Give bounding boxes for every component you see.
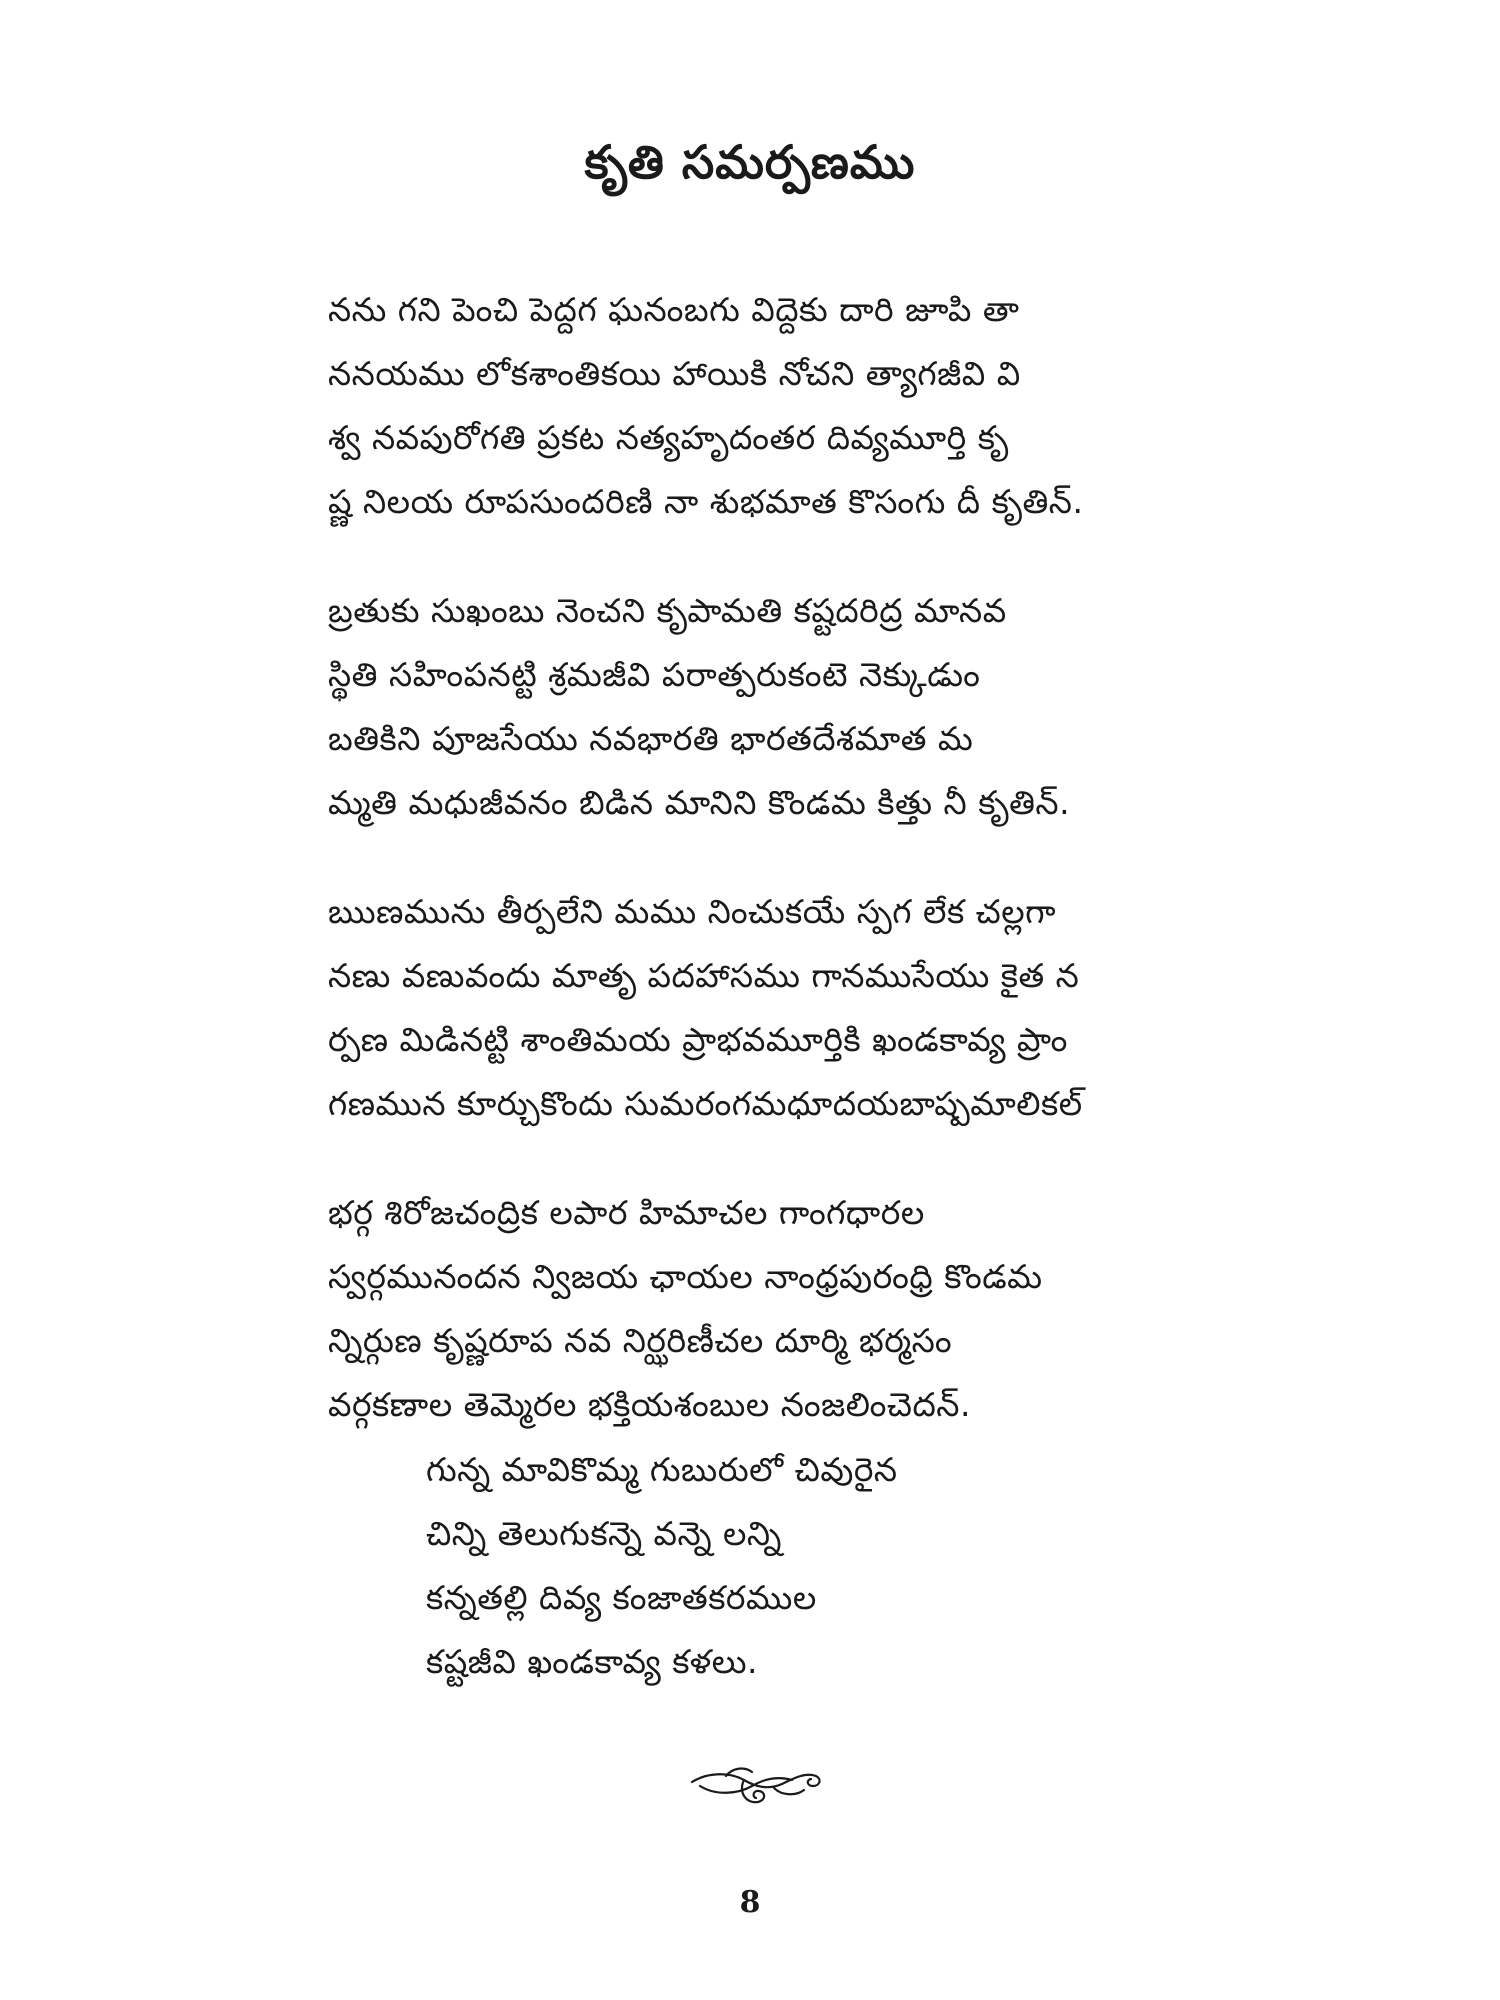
verse-line: నణు వణువందు మాతృ పదహాసము గానముసేయు కైత న	[328, 956, 1080, 995]
verse-line: మ్మతి మధుజీవనం బిడిన మానిని కొండమ కిత్తు నీ కృతిన్.	[328, 783, 1071, 822]
stanza-4	[328, 1181, 1228, 1437]
flourish-ornament-icon	[686, 1750, 826, 1820]
closing-line: కష్టజీవి ఖండకావ్య కళలు.	[426, 1642, 759, 1681]
verse-line: ర్పణ మిడినట్టి శాంతిమయ ప్రాభవమూర్తికి ఖండకావ్య ప్రాం	[328, 1020, 1068, 1059]
verse-line: బ్రతుకు సుఖంబు నెంచని కృపామతి కష్టదరిద్ర మానవ	[328, 591, 1007, 630]
verse-line: నను గని పెంచి పెద్దగ ఘనంబగు విద్దెకు దారి జూపి తా	[328, 290, 1020, 329]
closing-line: కన్నతల్లి దివ్య కంజాతకరముల	[426, 1578, 817, 1617]
closing-line: గున్న మావికొమ్మ గుబురులో చివురైన	[426, 1450, 898, 1489]
verse-line: గణమున కూర్చుకొందు సుమరంగమధూదయబాష్పమాలికల్	[328, 1084, 1083, 1123]
verse-line: ననయము లోకశాంతికయి హాయికి నోచని త్యాగజీవి వి	[328, 354, 1021, 393]
verse-line: వర్గకణాల తెమ్మెరల భక్తియశంబుల నంజలించెదన్.	[328, 1385, 971, 1424]
verse-line: ఋణమును తీర్పలేని మము నించుకయే స్పగ లేక చల్లగా	[328, 892, 1057, 931]
page-number: 8	[739, 1885, 761, 1920]
verse-line: స్వర్గమునందన న్విజయ ఛాయల నాంధ్రపురంధ్రి కొండమ	[328, 1257, 1043, 1296]
stanza-2	[328, 579, 1228, 835]
page-title: కృతి సమర్పణము	[584, 135, 916, 189]
stanza-1	[328, 278, 1228, 534]
verse-line: ష్ణ నిలయ రూపసుందరిణి నా శుభమాత కొసంగు దీ కృతిన్.	[328, 482, 1084, 521]
stanza-3	[328, 880, 1228, 1136]
closing-line: చిన్ని తెలుగుకన్నె వన్నె లన్ని	[426, 1514, 782, 1553]
closing-verse	[426, 1438, 1126, 1694]
poem-body	[328, 278, 1228, 1482]
verse-line: భర్గ శిరోజచంద్రిక లపార హిమాచల గాంగధారల	[328, 1193, 925, 1232]
verse-line: స్థితి సహింపనట్టి శ్రమజీవి పరాత్పరుకంటె నెక్కుడుం	[328, 655, 981, 694]
verse-line: బతికిని పూజసేయు నవభారతి భారతదేశమాత మ	[328, 719, 974, 758]
verse-line: న్నిర్గుణ కృష్ణరూప నవ నిర్ఝరిణీచల దూర్మి భర్మసం	[328, 1321, 953, 1360]
verse-line: శ్వ నవపురోగతి ప్రకట నత్యహృదంతర దివ్యమూర్తి కృ	[328, 418, 1009, 457]
